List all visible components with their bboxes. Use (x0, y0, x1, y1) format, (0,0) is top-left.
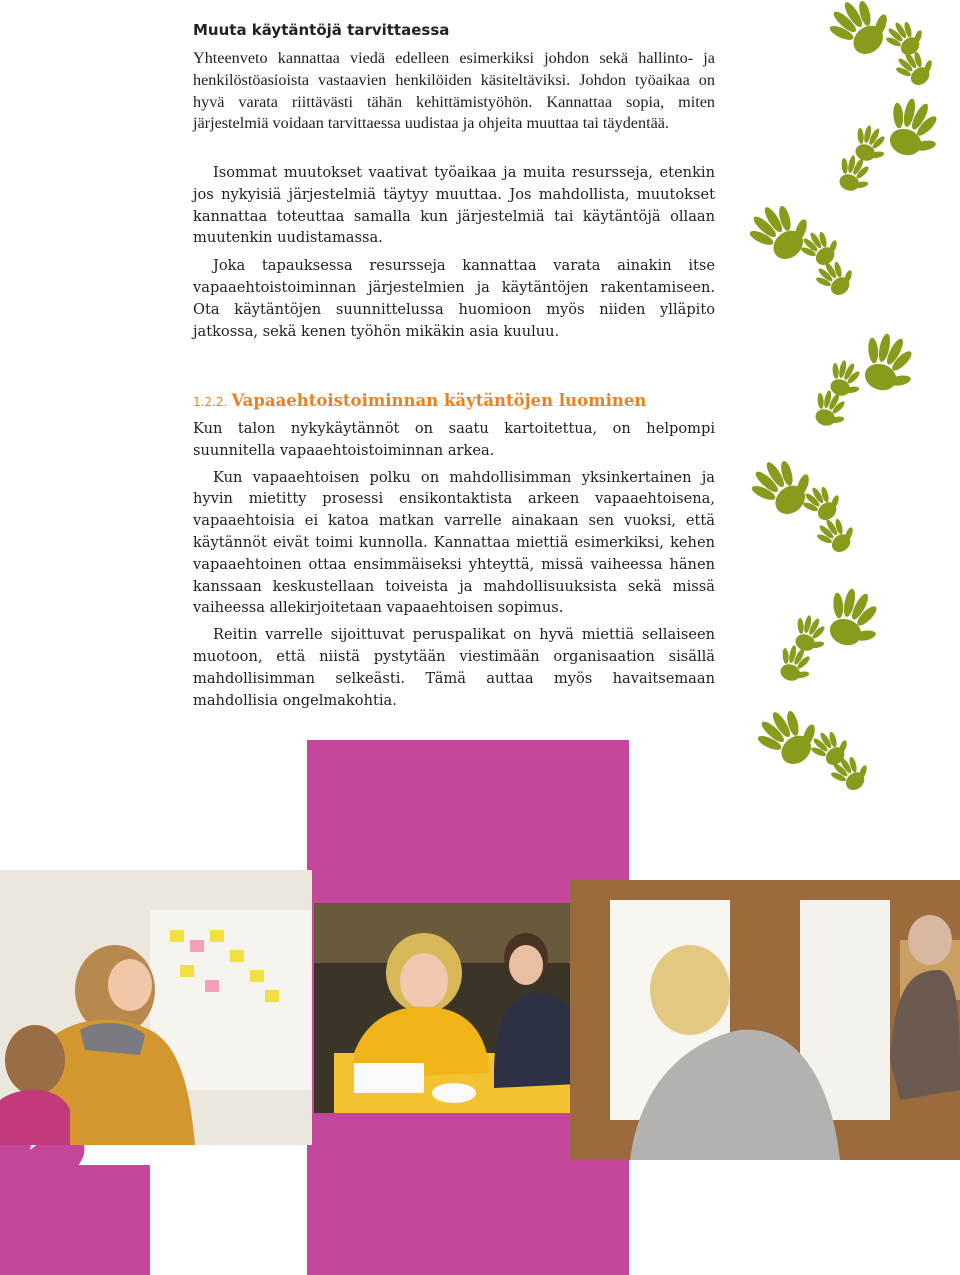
paragraph: Yhteenveto kannattaa viedä edelleen esimerkiksi johdon sekä hallinto- ja henkilöstöasioista vastaavien henkilöiden käsiteltäviksi. Johdon työaikaa on hyvä varata riittävästi tähän kehittämistyöhön. Kannattaa sopia, miten järjestelmiä voidaan tarvittaessa uudistaa ja ohjeita muuttaa tai täydentää. (193, 49, 715, 133)
paragraph: Kun vapaaehtoisen polku on mahdollisimman yksinkertainen ja hyvin mietitty prosessi ensikontaktista arkeen vapaaehtoisena, vapaaehtoisia ei katoa matkan varrelle ainakaan sen vuoksi, että käytännöt eivät toimi kunnolla. Kannattaa miettiä esimerkiksi, kehen vapaaehtoinen ottaa ensimmäiseksi yhteyttä, missä vaiheessa hänen kanssaan keskustellaan toiveista ja mahdollisuuksista sekä missä vaiheessa allekirjoitetaan vapaaehtoisen sopimus. (193, 468, 715, 617)
paragraph: Kun talon nykykäytännöt on saatu kartoitettua, on helpompi suunnitella vapaaehtoistoiminnan arkea. (193, 420, 715, 459)
subsection-number: 1.2.2. (193, 395, 228, 409)
hand-print-icon (820, 0, 900, 66)
section-body (193, 48, 715, 342)
hand-print-icon (748, 696, 828, 776)
page-number: 18 (60, 1189, 94, 1218)
hand-print-icon (877, 92, 950, 165)
subsection-body (193, 418, 715, 711)
workshop-photo-right (570, 880, 960, 1160)
paragraph: Reitin varrelle sijoittuvat peruspalikat on hyvä miettiä sellaiseen muotoon, että niistä pystytään viestimään organisaation sisällä mahdollisimman selkeästi. Tämä auttaa myös havaitsemaan mahdollisia ongelmakohtia. (193, 626, 715, 709)
workshop-photo-left (0, 870, 312, 1145)
hand-print-icon (740, 191, 820, 271)
hand-print-icon (742, 446, 822, 526)
paragraph: Isommat muutokset vaativat työaikaa ja muita resursseja, etenkin jos nykyisiä järjestelmiä täytyy muuttaa. Jos mahdollista, muutokset kannattaa toteuttaa samalla kun järjestelmiä tai käytäntöjä ollaan muutenkin uudistamassa. (193, 164, 715, 247)
hand-print-trail (740, 0, 960, 800)
hand-print-icon (852, 327, 925, 400)
hand-print-icon (880, 13, 930, 63)
paragraph: Joka tapauksessa resursseja kannattaa varata ainakin itse vapaaehtoistoiminnan järjestelmien ja käytäntöjen rakentamiseen. Ota käytäntöjen suunnittelussa huomioon myös niiden ylläpito jatkossa, sekä kenen työhön mikäkin asia kuuluu. (193, 257, 715, 340)
section-heading: Muuta käytäntöjä tarvittaessa (193, 21, 450, 39)
hand-print-icon (811, 510, 861, 560)
hand-print-icon (817, 582, 890, 655)
subsection-title: Vapaaehtoistoiminnan käytäntöjen luominen (231, 391, 647, 410)
subsection-heading (193, 391, 646, 410)
magenta-page-strip (0, 1165, 150, 1275)
